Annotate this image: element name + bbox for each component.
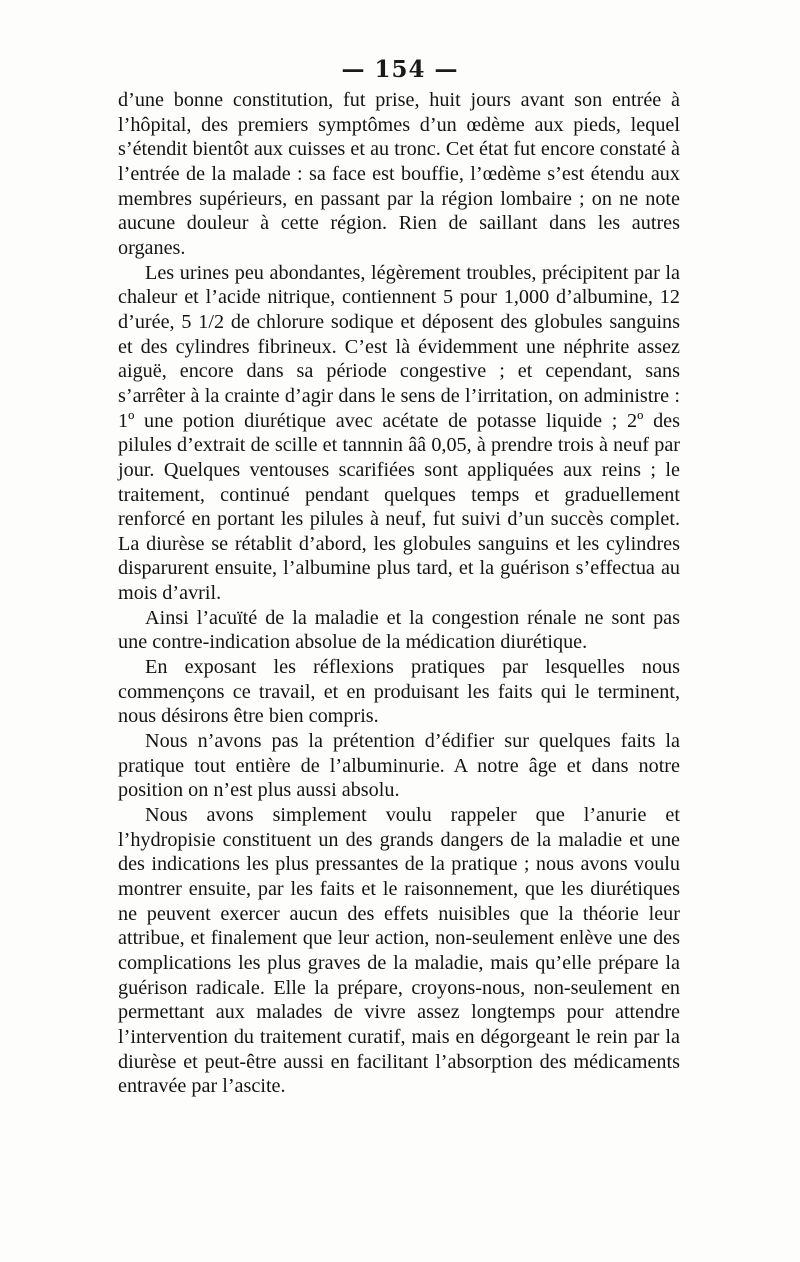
- paragraph-3: Ainsi l’acuïté de la maladie et la congestion rénale ne sont pas une contre-indication absolue de la médication diurétique.: [118, 606, 680, 654]
- paragraph-6: Nous avons simplement voulu rappeler que l’anurie et l’hydropisie constituent un des grands dangers de la maladie et une des indications les plus pressantes de la pratique ; nous avons voulu montrer ensuite, par les faits et le raisonnement, que les diurétiques ne peuvent exercer aucun des effets nuisibles que la théorie leur attribue, et finalement que leur action, non-seulement enlève une des complications les plus graves de la maladie, mais qu’elle prépare la guérison radicale. Elle la prépare, croyons-nous, non-seulement en permettant aux malades de vivre assez longtemps pour attendre l’intervention du traitement curatif, mais en dégorgeant le rein par la diurèse et peut-être aussi en facilitant l’absorption des médicaments entravée par l’ascite.: [118, 804, 680, 1098]
- body-text: [118, 88, 680, 1099]
- paragraph-4: En exposant les réflexions pratiques par lesquelles nous commençons ce travail, et en produisant les faits qui le terminent, nous désirons être bien compris.: [118, 656, 680, 728]
- paragraph-1: d’une bonne constitution, fut prise, huit jours avant son entrée à l’hôpital, des premiers symptômes d’un œdème aux pieds, lequel s’étendit bientôt aux cuisses et au tronc. Cet état fut encore constaté à l’entrée de la malade : sa face est bouffie, l’œdème s’est étendu aux membres supérieurs, en passant par la région lombaire ; on ne note aucune douleur à cette région. Rien de saillant dans les autres organes.: [118, 89, 680, 259]
- page-number: — 154 —: [341, 56, 459, 83]
- paragraph-5: Nous n’avons pas la prétention d’édifier sur quelques faits la pratique tout entière de l’albuminurie. A notre âge et dans notre position on n’est plus aussi absolu.: [118, 730, 680, 802]
- paragraph-2: Les urines peu abondantes, légèrement troubles, précipitent par la chaleur et l’acide nitrique, contiennent 5 pour 1,000 d’albumine, 12 d’urée, 5 1/2 de chlorure sodique et déposent des globules sanguins et des cylindres fibrineux. C’est là évidemment une néphrite assez aiguë, encore dans sa période congestive ; et cependant, sans s’arrêter à la crainte d’agir dans le sens de l’irritation, on administre : 1º une potion diurétique avec acétate de potasse liquide ; 2º des pilules d’extrait de scille et tannnin ââ 0,05, à prendre trois à neuf par jour. Quelques ventouses scarifiées sont appliquées aux reins ; le traitement, continué pendant quelques temps et graduellement renforcé en portant les pilules à neuf, fut suivi d’un succès complet. La diurèse se rétablit d’abord, les globules sanguins et les cylindres disparurent ensuite, l’albumine plus tard, et la guérison s’effectua au mois d’avril.: [118, 261, 680, 605]
